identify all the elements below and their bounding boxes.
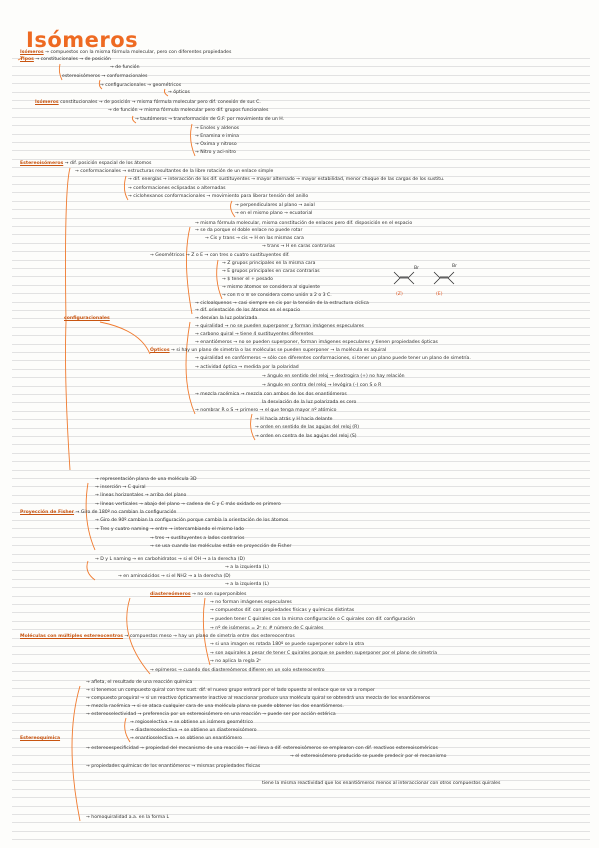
note-line: → se usa cuando las moléculas están en proyección de Fisher	[150, 544, 292, 549]
note-line: → Cis y trans → cis → H en las mismas cara	[205, 236, 304, 241]
note-line: → compuestos dif. con propiedades físicas y químicas distintas	[210, 608, 355, 613]
note-line: → si tenemos un compuesto quiral con tres sust. dif. el nuevo grupo entrará por el lado opuesto al enlace que se va a romper	[86, 688, 375, 693]
section-heading: diastereómeros	[150, 592, 191, 597]
note-line: → Z grupos principales en la misma cara	[222, 261, 316, 266]
note-line: → Giro de 90º cambian la configuración porque cambia la orientación de los átomos	[95, 518, 289, 523]
atom-br: Br	[414, 266, 420, 271]
note-line: → Enoles y aldenos	[195, 126, 240, 131]
note-line: → D y L naming → en carbohidratos → si el OH → a la derecha (D)	[95, 557, 245, 562]
note-line: → ángulo en sentido del reloj → dextrogira (+) no hay relación	[262, 374, 405, 379]
note-line: → se da porque el doble enlace no puede rotar	[195, 228, 303, 233]
section-heading: Proyección de Fisher	[20, 510, 75, 515]
note-line: estereoisómeros → conformacionales	[62, 74, 148, 79]
note-line: → quiralidad → no se pueden superponer y forman imágenes especulares	[195, 324, 364, 329]
note-line: la desviación de la luz polarizada es cero	[262, 400, 357, 405]
note-line: → mismo átomos se considera al siguiente	[222, 285, 320, 290]
connector	[86, 483, 95, 550]
note-line: → cicloalquenos → casi siempre en cis por la tensión de la estructura cíclica	[195, 301, 369, 306]
note-line: → compuesto proquiral → si un reactivo ópticamente inactivo al reaccionar produce una molécula quiral se obtendrá una mezcla de los enantiómeros	[86, 696, 431, 701]
section-heading: Isómeros	[20, 50, 44, 55]
note-line: → de función	[110, 65, 140, 70]
section-heading: Tipos	[20, 57, 34, 62]
note-line: → a la izquierda (L)	[225, 582, 269, 587]
note-line: Moléculas con múltiples estereocentros → compuestos meso → hay un plano de simetría entre dos estereocentros	[20, 634, 295, 639]
note-line: → pueden tener C quirales con la misma configuración o C quirales con dif. configuración	[210, 617, 416, 622]
note-line: → H hacia atrás y H hacia delante	[255, 417, 333, 422]
note-line: → enantioselectiva → se obtiene un enantiómero	[130, 736, 242, 741]
section-heading: Estereoquímica	[20, 736, 61, 741]
connector	[100, 322, 150, 354]
note-line: → misma fórmula molecular, misma constitución de enlaces pero dif. disposición en el espacio	[195, 221, 413, 226]
note-line: → quiralidad en confórmeros → sólo con diferentes conformaciones, si tener un plano puede tener un plano de simetría.	[195, 356, 471, 361]
note-line: → configuracionales → geométricos	[100, 83, 182, 88]
note-line: → si una imagen es rotada 180º se puede superponer sobre la otra	[210, 642, 365, 647]
section-heading: Estereoisómeros	[20, 161, 64, 166]
note-line: → nombrar R o S → primero → el que tenga mayor nº atómico	[195, 408, 337, 413]
note-line: Isómeros constitucionales → de posición → misma fórmula molecular pero dif. conexión de sus C.	[35, 100, 261, 105]
note-line: → son aquirales a pesar de tener C quirales porque se pueden superponer por el plano de simetría	[210, 651, 438, 656]
z-isomer-structure	[386, 262, 422, 302]
e-label: (E)	[436, 292, 443, 297]
note-line: → representación plana de una molécula 3D	[95, 477, 197, 482]
note-line: → conformaciones eclipsadas o alternadas	[128, 186, 226, 191]
note-line: → regioselectiva → se obtiene un isómero geométrico	[130, 720, 253, 725]
note-line: → epímeros → cuando dos diastereómeros difieren en un solo estereocentro	[150, 668, 325, 673]
note-line: → mezcla racémica → mezcla con ambos de los dos enantiómeros	[195, 392, 347, 397]
note-line: → Geométricos → Z o E → con tres o cuatro sustituyentes dif.	[150, 253, 290, 258]
note-line: → dif. energías → interacción de los dif. sustituyentes → mayor alternado → mayor estabilidad, menor choque de las cargas de los sustitu.	[128, 177, 445, 182]
note-line: → ciclohexanos conformacionales → movimiento para liberar tensión del anillo	[128, 194, 309, 199]
section-heading: Moléculas con múltiples estereocentros	[20, 634, 124, 639]
note-line: → $ tener el + pesado	[222, 277, 273, 282]
note-line: → inserción → C quiral	[95, 485, 146, 490]
note-line: → perpendiculares al plano → axial	[235, 203, 315, 208]
note-line: → el estereoisómero producido se puede predecir por el mecanismo	[290, 754, 447, 759]
note-line: → mezcla racémica → si se ataca cualquier cara de una molécula plana se puede obtener los dos enantiómeros.	[86, 704, 344, 709]
note-line: → homoquiralidad a.a. en la forma L	[86, 815, 170, 820]
note-line	[20, 736, 60, 742]
note-line: → líneas verticales → abajo del plano → cadena de C y C más oxidado es primero	[95, 502, 281, 507]
note-line: → E grupos principales en caras contrarias	[222, 269, 320, 274]
section-heading: configuracionales	[64, 316, 110, 321]
note-line: → afleta, el resultado de una reacción química	[86, 680, 193, 685]
note-line	[64, 316, 110, 322]
note-line: → tres → sustituyentes a lados contrarios	[150, 536, 245, 541]
note-line: → diastereoselectiva → se obtiene un diastereoisómero	[130, 728, 257, 733]
note-line: → estereoespecificidad → propiedad del mecanismo de una reacción → así lleva a dif. estereoisómeros se emplearon con dif. reactivos estereoisoméricos	[86, 746, 438, 751]
note-line: → líneas horizontales → arriba del plano	[95, 493, 187, 498]
note-line: → propiedades químicas de los enantiómeros → mismas propiedades físicas	[86, 764, 261, 769]
note-line: → tautómeros → transformación de G.F. por movimiento de un H.	[135, 117, 285, 122]
connector	[87, 561, 95, 580]
note-line: → en aminoácidos → si el NH2 → a la derecha (D)	[118, 574, 231, 579]
note-line: tiene la misma reactividad que los enantiómeros menos al interaccionar con otros compuestos quirales	[262, 781, 501, 786]
note-line: Estereoisómeros → dif. posición espacial de los átomos	[20, 161, 152, 166]
note-line: → no forman imágenes especulares	[210, 600, 292, 605]
note-line: → a la izquierda (L)	[225, 565, 269, 570]
connector	[72, 686, 80, 821]
note-line: → nº de isómeros = 2ⁿ n: # número de C quirales	[210, 626, 324, 631]
connector	[203, 598, 210, 665]
note-line: → dif. orientación de los átomos en el espacio	[195, 308, 301, 313]
note-line: → Oxima y nitroso	[195, 142, 237, 147]
note-line: → estereoselectividad → preferencia por un estereoisómero en una reacción → puede ser por acción estérica	[86, 712, 336, 717]
note-line: → enantiómeros → no se pueden superponer, forman imágenes especulares y tienen propiedades ópticas	[195, 340, 438, 345]
page-title: Isómeros	[26, 28, 139, 52]
note-line: → carbono quiral → tiene 4 sustituyentes diferentes	[195, 332, 314, 337]
note-line: diastereómeros → no son superponibles	[150, 592, 247, 597]
note-line: → Enamina e imina	[195, 134, 239, 139]
z-label: (Z)	[396, 292, 403, 297]
note-line: → trans → H en caras contrarias	[262, 244, 336, 249]
note-line: Tipos → constitucionales → de posición	[20, 57, 111, 62]
atom-br-e: Br	[452, 264, 458, 269]
connector	[186, 227, 192, 314]
e-isomer-structure	[426, 262, 462, 302]
note-line: → Tres y cuatro naming → entre → intercambiando el mismo lado	[95, 527, 244, 532]
note-line: → orden en sentido de las agujas del reloj (R)	[255, 425, 360, 430]
note-line: → conformacionales → estructuras resultantes de la libre rotación de un enlace simple	[75, 169, 274, 174]
note-line: → Nitro y aci-nitro	[195, 150, 236, 155]
note-line: → ángulo en contra del reloj → levógira (-) con S o R	[262, 383, 382, 388]
note-line: → ópticos	[168, 90, 190, 95]
note-line: → desvían la luz polarizada	[195, 316, 258, 321]
note-line: Isómeros → compuestos con la misma fórmula molecular, pero con diferentes propiedades	[20, 50, 232, 55]
section-heading: Isómeros	[35, 100, 59, 105]
note-line: Ópticos → si hay un plano de simetría o las moléculas se pueden superponer → la molécula es aquiral	[150, 348, 387, 353]
note-line: → no aplica la regla 2ⁿ	[210, 659, 261, 664]
note-line: → en el mismo plano → ecuatorial	[235, 211, 313, 216]
note-line: Proyección de Fisher → Giro de 180º no cambian la configuración	[20, 510, 177, 515]
connector	[186, 322, 195, 414]
section-heading: Ópticos	[150, 348, 170, 353]
note-line: → con π o ≡ se considera como unión a 2 o 3 C.	[222, 293, 332, 298]
note-line: → orden en contra de las agujas del reloj (S)	[255, 434, 357, 439]
note-line: → actividad óptica → medida por la polaridad	[195, 365, 299, 370]
note-line: → de función → misma fórmula molecular pero dif. grupos funcionales	[108, 108, 269, 113]
